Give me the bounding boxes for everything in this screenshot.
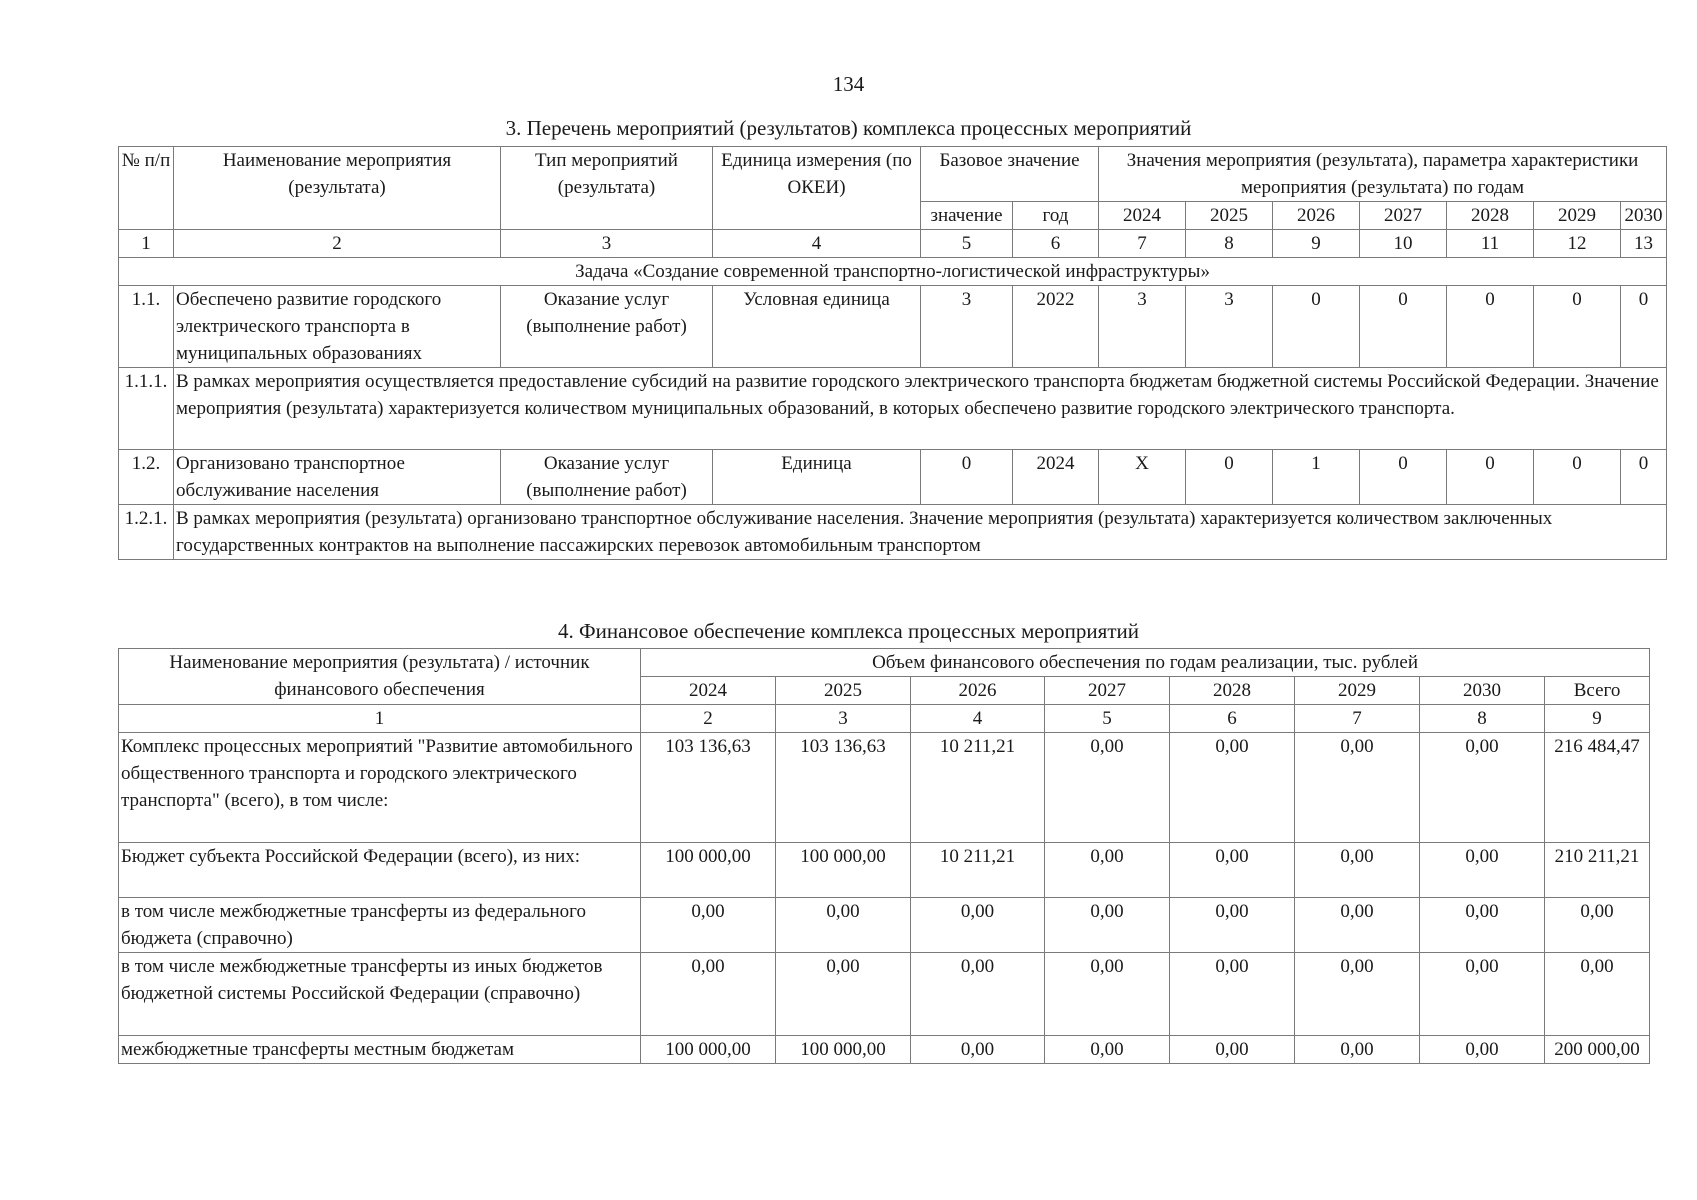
row-value: 0,00 [1295, 953, 1420, 1036]
row-value: 0 [1621, 286, 1667, 368]
header-year: 2024 [641, 677, 776, 705]
row-value: 3 [1186, 286, 1273, 368]
table-row [119, 1036, 1650, 1064]
row-value: 10 211,21 [911, 843, 1045, 898]
row-base-year: 2022 [1013, 286, 1099, 368]
header-unit: Единица измерения (по ОКЕИ) [713, 147, 921, 230]
header-year: 2028 [1447, 202, 1534, 230]
column-number: 5 [921, 230, 1013, 258]
note-num: 1.1.1. [119, 368, 174, 450]
column-number: 13 [1621, 230, 1667, 258]
column-number: 9 [1545, 705, 1650, 733]
row-value: 0,00 [1170, 898, 1295, 953]
row-name: Организовано транспортное обслуживание населения [174, 450, 501, 505]
header-year: 2027 [1045, 677, 1170, 705]
row-value: 103 136,63 [776, 733, 911, 843]
row-value: 0,00 [1295, 733, 1420, 843]
header-year: 2024 [1099, 202, 1186, 230]
row-value: 0 [1360, 286, 1447, 368]
row-type: Оказание услуг (выполнение работ) [501, 286, 713, 368]
column-number: 11 [1447, 230, 1534, 258]
header-base: Базовое значение [921, 147, 1099, 202]
activities-table [118, 146, 1667, 560]
column-number: 4 [911, 705, 1045, 733]
note-row [119, 505, 1667, 560]
row-base-year: 2024 [1013, 450, 1099, 505]
row-value: 100 000,00 [776, 1036, 911, 1064]
row-value: 0,00 [911, 898, 1045, 953]
column-number: 6 [1170, 705, 1295, 733]
note-text: В рамках мероприятия (результата) организовано транспортное обслуживание населения. Значение мероприятия (результата) характеризуется количеством заключенных государственных контрактов на выполнение пассажирских перевозок автомобильным транспортом [174, 505, 1667, 560]
column-number: 4 [713, 230, 921, 258]
row-value: 0,00 [776, 953, 911, 1036]
row-value: 0 [1534, 450, 1621, 505]
row-total: 0,00 [1545, 898, 1650, 953]
row-value: 0,00 [911, 953, 1045, 1036]
row-value: 0,00 [1045, 953, 1170, 1036]
header-values: Значения мероприятия (результата), параметра характеристики мероприятия (результата) по годам [1099, 147, 1667, 202]
row-name: Бюджет субъекта Российской Федерации (всего), из них: [119, 843, 641, 898]
note-row [119, 368, 1667, 450]
row-value: 0 [1621, 450, 1667, 505]
column-number: 8 [1420, 705, 1545, 733]
header-year: 2026 [911, 677, 1045, 705]
row-value: 0,00 [641, 898, 776, 953]
header-year: 2025 [776, 677, 911, 705]
column-number: 8 [1186, 230, 1273, 258]
row-value: 0,00 [1170, 733, 1295, 843]
table-row [119, 843, 1650, 898]
row-value: 0,00 [1045, 898, 1170, 953]
row-num: 1.2. [119, 450, 174, 505]
column-number: 2 [174, 230, 501, 258]
row-value: 0,00 [1420, 953, 1545, 1036]
row-total: 210 211,21 [1545, 843, 1650, 898]
row-value: 0 [1447, 450, 1534, 505]
table-row [119, 286, 1667, 368]
row-value: 3 [1099, 286, 1186, 368]
row-value: X [1099, 450, 1186, 505]
row-value: 100 000,00 [776, 843, 911, 898]
column-number: 9 [1273, 230, 1360, 258]
header-volume: Объем финансового обеспечения по годам реализации, тыс. рублей [641, 649, 1650, 677]
row-value: 0,00 [1295, 898, 1420, 953]
table-row [119, 733, 1650, 843]
row-type: Оказание услуг (выполнение работ) [501, 450, 713, 505]
row-base-value: 3 [921, 286, 1013, 368]
header-total: Всего [1545, 677, 1650, 705]
row-value: 0,00 [1170, 843, 1295, 898]
column-number: 12 [1534, 230, 1621, 258]
row-name: межбюджетные трансферты местным бюджетам [119, 1036, 641, 1064]
row-value: 0,00 [1045, 843, 1170, 898]
row-value: 0,00 [1295, 843, 1420, 898]
header-base-value: значение [921, 202, 1013, 230]
column-number: 3 [501, 230, 713, 258]
row-value: 0,00 [1170, 1036, 1295, 1064]
row-value: 0,00 [1045, 733, 1170, 843]
row-value: 0 [1447, 286, 1534, 368]
header-year: 2025 [1186, 202, 1273, 230]
row-value: 0 [1186, 450, 1273, 505]
row-name: в том числе межбюджетные трансферты из федерального бюджета (справочно) [119, 898, 641, 953]
row-value: 0,00 [1420, 843, 1545, 898]
header-num: № п/п [119, 147, 174, 230]
note-num: 1.2.1. [119, 505, 174, 560]
column-number: 1 [119, 705, 641, 733]
row-num: 1.1. [119, 286, 174, 368]
section-4-title: 4. Финансовое обеспечение комплекса процессных мероприятий [558, 619, 1139, 643]
row-name: в том числе межбюджетные трансферты из иных бюджетов бюджетной системы Российской Федерации (справочно) [119, 953, 641, 1036]
row-value: 0 [1360, 450, 1447, 505]
row-value: 103 136,63 [641, 733, 776, 843]
column-number: 2 [641, 705, 776, 733]
row-base-value: 0 [921, 450, 1013, 505]
row-value: 0,00 [1420, 898, 1545, 953]
page-number: 134 [832, 72, 865, 96]
column-number: 10 [1360, 230, 1447, 258]
table-row [119, 450, 1667, 505]
row-value: 1 [1273, 450, 1360, 505]
header-year: 2029 [1534, 202, 1621, 230]
financing-table [118, 648, 1650, 1064]
header-year: 2030 [1420, 677, 1545, 705]
column-number: 7 [1295, 705, 1420, 733]
row-total: 0,00 [1545, 953, 1650, 1036]
header-type: Тип мероприятий (результата) [501, 147, 713, 230]
row-total: 200 000,00 [1545, 1036, 1650, 1064]
column-number: 7 [1099, 230, 1186, 258]
header-name: Наименование мероприятия (результата) [174, 147, 501, 230]
header-year: 2028 [1170, 677, 1295, 705]
note-text: В рамках мероприятия осуществляется предоставление субсидий на развитие городского электрического транспорта бюджетам бюджетной системы Российской Федерации. Значение мероприятия (результата) характеризуется количеством муниципальных образований, в которых обеспечено развитие городского электрического транспорта. [174, 368, 1667, 450]
header-base-year: год [1013, 202, 1099, 230]
row-value: 0 [1534, 286, 1621, 368]
header-year: 2027 [1360, 202, 1447, 230]
row-value: 100 000,00 [641, 843, 776, 898]
table-row [119, 898, 1650, 953]
header-year: 2026 [1273, 202, 1360, 230]
row-value: 0,00 [1295, 1036, 1420, 1064]
header-name: Наименование мероприятия (результата) / источник финансового обеспечения [119, 649, 641, 705]
row-value: 0,00 [911, 1036, 1045, 1064]
row-value: 100 000,00 [641, 1036, 776, 1064]
row-value: 0,00 [641, 953, 776, 1036]
header-year: 2030 [1621, 202, 1667, 230]
row-unit: Единица [713, 450, 921, 505]
header-year: 2029 [1295, 677, 1420, 705]
section-3-title: 3. Перечень мероприятий (результатов) комплекса процессных мероприятий [505, 116, 1192, 140]
column-number: 3 [776, 705, 911, 733]
row-value: 0,00 [776, 898, 911, 953]
column-number: 1 [119, 230, 174, 258]
row-total: 216 484,47 [1545, 733, 1650, 843]
column-number: 6 [1013, 230, 1099, 258]
row-name: Комплекс процессных мероприятий "Развитие автомобильного общественного транспорта и городского электрического транспорта" (всего), в том числе: [119, 733, 641, 843]
row-value: 0,00 [1170, 953, 1295, 1036]
row-value: 0,00 [1420, 733, 1545, 843]
row-unit: Условная единица [713, 286, 921, 368]
column-number: 5 [1045, 705, 1170, 733]
row-value: 0,00 [1045, 1036, 1170, 1064]
row-value: 0 [1273, 286, 1360, 368]
task-row: Задача «Создание современной транспортно-логистической инфраструктуры» [119, 258, 1667, 286]
table-row [119, 953, 1650, 1036]
row-value: 10 211,21 [911, 733, 1045, 843]
row-value: 0,00 [1420, 1036, 1545, 1064]
row-name: Обеспечено развитие городского электрического транспорта в муниципальных образованиях [174, 286, 501, 368]
